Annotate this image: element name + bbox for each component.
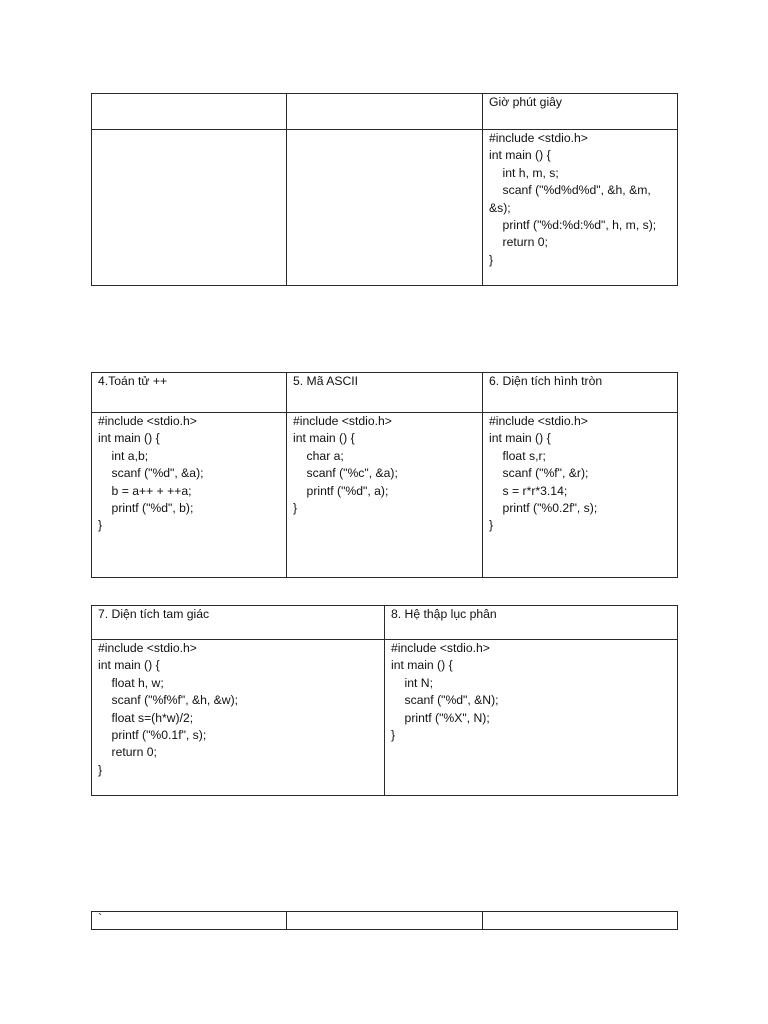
table-1-header-1: [92, 94, 287, 130]
table-row-header: [92, 373, 678, 413]
table-1-header-2: [287, 94, 483, 130]
header-increment-operator: 4.Toán tử ++: [92, 373, 287, 413]
table-empty-bottom: [91, 911, 678, 930]
table-row-code: [92, 130, 678, 286]
table-1-header-time: Giờ phút giây: [483, 94, 678, 130]
code-hexadecimal: #include <stdio.h> int main () { int N; scanf ("%d", &N); printf ("%X", N); }: [385, 640, 678, 796]
header-circle-area: 6. Diện tích hình tròn: [483, 373, 678, 413]
code-ascii-code: #include <stdio.h> int main () { char a; scanf ("%c", &a); printf ("%d", a); }: [287, 413, 483, 578]
table-row: [92, 912, 678, 930]
code-circle-area: #include <stdio.h> int main () { float s,r; scanf ("%f", &r); s = r*r*3.14; printf ("%0.2f", s); }: [483, 413, 678, 578]
table-1-code-2: [287, 130, 483, 286]
code-increment-operator: #include <stdio.h> int main () { int a,b; scanf ("%d", &a); b = a++ + ++a; printf ("%d", b); }: [92, 413, 287, 578]
table-exercises-7-8: [91, 605, 678, 796]
table-4-cell-2: [287, 912, 483, 930]
table-row-code: [92, 640, 678, 796]
table-4-cell-3: [483, 912, 678, 930]
header-ascii-code: 5. Mã ASCII: [287, 373, 483, 413]
table-row-code: [92, 413, 678, 578]
table-1-code-1: [92, 130, 287, 286]
table-row-header: [92, 94, 678, 130]
code-triangle-area: #include <stdio.h> int main () { float h, w; scanf ("%f%f", &h, &w); float s=(h*w)/2; printf ("%0.1f", s); return 0; }: [92, 640, 385, 796]
header-hexadecimal: 8. Hệ thập lục phân: [385, 606, 678, 640]
table-1-code-time: #include <stdio.h> int main () { int h, m, s; scanf ("%d%d%d", &h, &m, &s); printf ("%d:%d:%d", h, m, s); return 0; }: [483, 130, 678, 286]
table-4-cell-1: `: [92, 912, 287, 930]
header-triangle-area: 7. Diện tích tam giác: [92, 606, 385, 640]
table-row-header: [92, 606, 678, 640]
table-time-conversion: [91, 93, 678, 286]
table-exercises-4-6: [91, 372, 678, 578]
